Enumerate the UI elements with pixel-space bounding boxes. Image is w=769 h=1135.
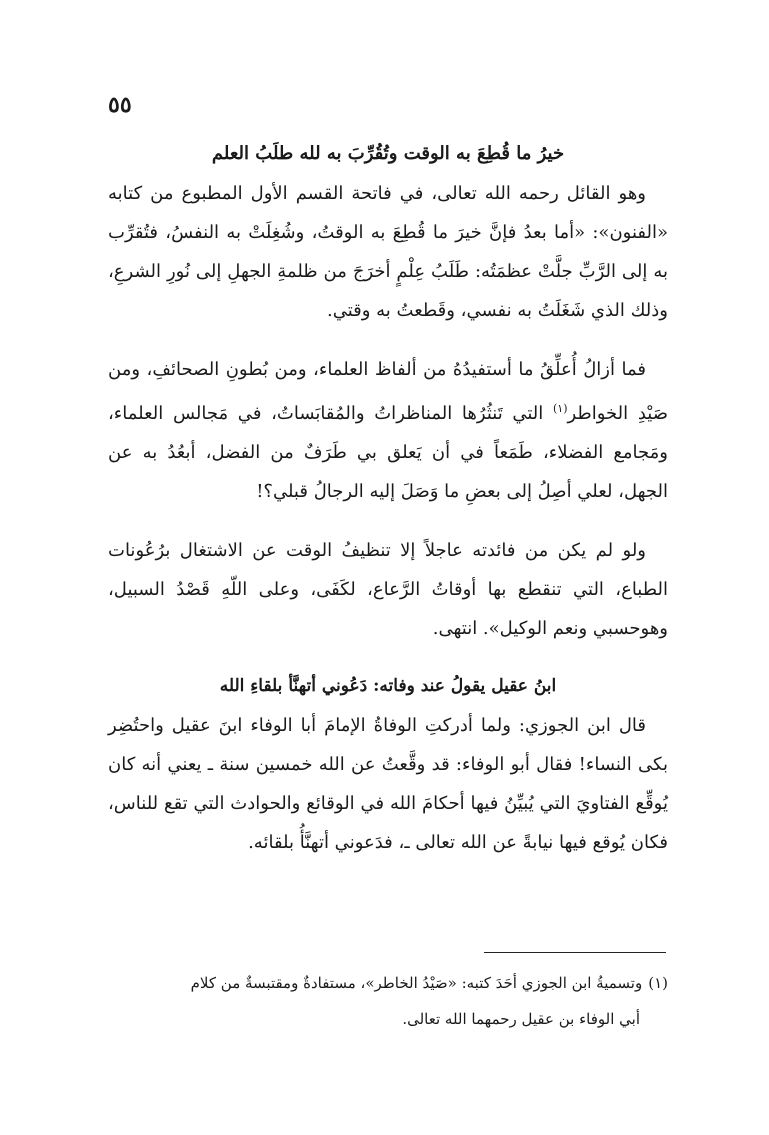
footnote-line-2: أبي الوفاء بن عقيل رحمهما الله تعالى. xyxy=(402,1010,640,1028)
footnote-reference: (١) xyxy=(552,402,568,415)
footnote-line-1: وتسميةُ ابن الجوزي أحَدَ كتبه: «صَيْدُ الخاطر»، مستفادةٌ ومقتبسةٌ من كلام xyxy=(190,974,643,992)
paragraph-2-text-a: فما أزالُ أُعلِّقُ ما أستفيدُهُ من ألفاظ العلماء، ومن بُطونِ الصحائفِ، ومن صَيْدِ الخواطر xyxy=(108,359,668,424)
section-heading-1: خيرُ ما قُطِعَ به الوقت وتُقُرِّبَ به لله طلَبُ العلم xyxy=(211,143,565,164)
footnote-divider xyxy=(484,952,666,953)
paragraph-2 xyxy=(108,350,668,511)
footnote-number: (١) xyxy=(648,974,668,992)
page-number: ٥٥ xyxy=(108,92,132,118)
paragraph-3: ولو لم يكن من فائدته عاجلاً إلا تنظيفُ الوقت عن الاشتغال برُعُونات الطباع، التي تنقطع بها أوقاتُ الرَّعاع، لكَفَى، وعلى اللّهِ قَصْدُ السبيل، وهوحسبي ونعم الوكيل». انتهى. xyxy=(108,540,668,639)
paragraph-4: قال ابن الجوزي: ولما أدركتِ الوفاةُ الإمامَ أبا الوفاء ابنَ عقيل واحتُضِر بكى النساء! فقال أبو الوفاء: قد وقَّعتُ عن الله خمسين سنة ـ يعني أنه كان يُوقِّع الفتاويَ التي يُبيِّنُ فيها أحكامَ الله في الوقائع والحوادث التي تقع للناس، فكان يُوقع فيها نيابةً عن الله تعالى ـ، فدَعوني أتهنَّأُ بلقائه. xyxy=(108,715,668,853)
paragraph-1: وهو القائل رحمه الله تعالى، في فاتحة القسم الأول المطبوع من كتابه «الفنون»: «أما بعدُ فإنَّ خيرَ ما قُطِعَ به الوقتُ، وشُغِلَتْ به النفسُ، فتُقرِّب به إلى الرَّبِّ جلَّتْ عظمَتُه: طَلَبُ عِلْمٍ أخرَجَ من ظلمةِ الجهلِ إلى نُورِ الشرعِ، وذلك الذي شَغَلَتُ به نفسي، وقَطعتُ به وقتي. xyxy=(108,183,668,321)
main-text xyxy=(108,130,668,862)
paragraph-2-text-b: التي تَنثُرُها المناظراتُ والمُقابَساتُ، في مَجالس العلماء، ومَجامع الفضلاء، طَمَعاً في أن يَعلق بي طَرَفٌ من الفضل، أبعُدُ به عن الجهل، لعلي أصِلُ إلى بعضِ ما وَصَلَ إليه الرجالُ قبلي؟! xyxy=(108,403,668,502)
footnote xyxy=(108,965,668,1037)
section-heading-2: ابنُ عقيل يقولُ عند وفاته: دَعُوني أتهنَّأ بلقاءِ الله xyxy=(219,676,557,696)
